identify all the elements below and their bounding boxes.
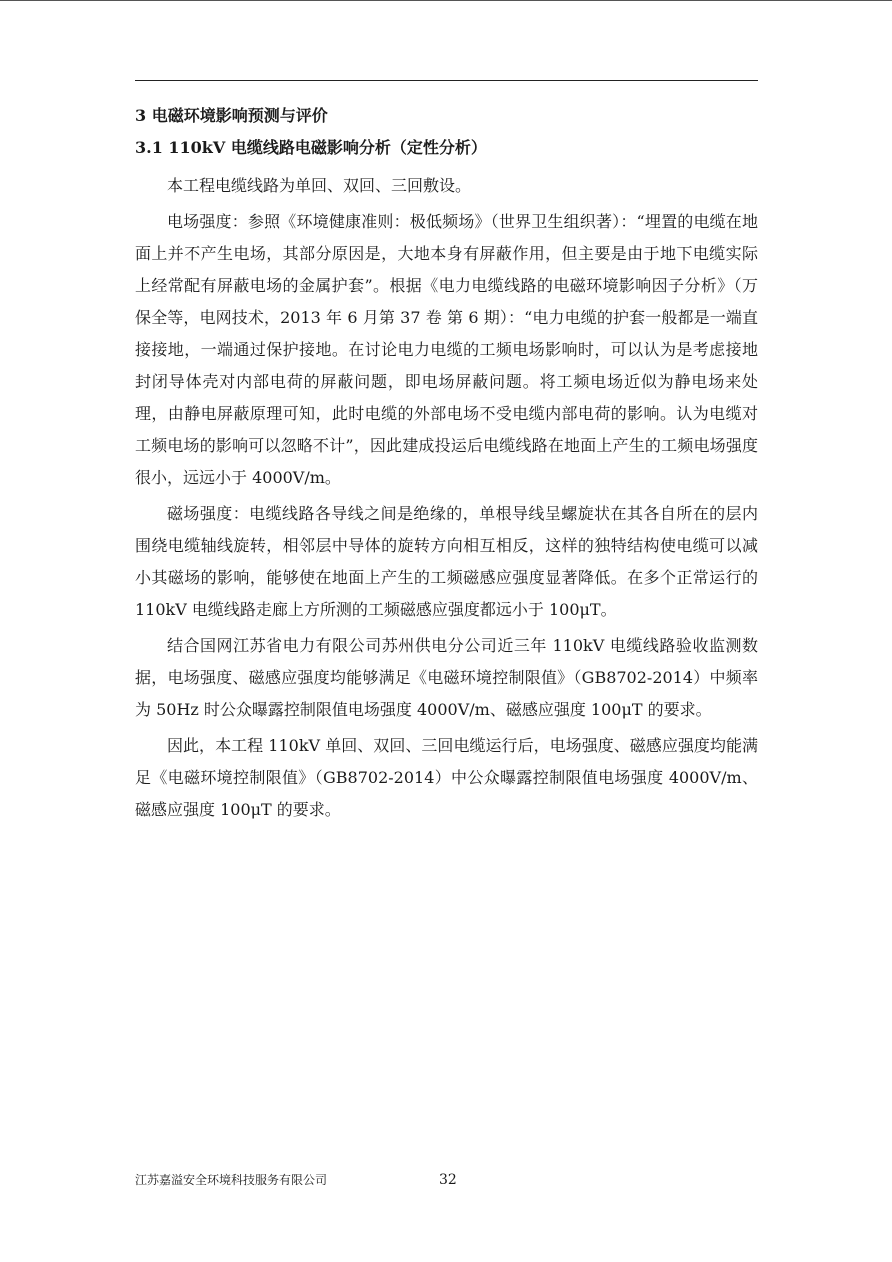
section-heading: 3 电磁环境影响预测与评价 xyxy=(135,106,328,125)
page-top-border xyxy=(0,0,892,1)
page-number: 32 xyxy=(439,1172,457,1188)
subsection-heading: 3.1 110kV 电缆线路电磁影响分析（定性分析） xyxy=(135,138,487,157)
paragraph-monitoring-data: 结合国网江苏省电力有限公司苏州供电分公司近三年 110kV 电缆线路验收监测数据，电场强度、磁感应强度均能够满足《电磁环境控制限值》（GB8702-2014）中频率为 50Hz 时公众曝露控制限值电场强度 4000V/m、磁感应强度 100μT 的要求。 xyxy=(135,636,758,719)
header-rule xyxy=(135,80,758,81)
paragraph-intro: 本工程电缆线路为单回、双回、三回敷设。 xyxy=(167,176,472,195)
document-body xyxy=(135,104,758,830)
paragraph-conclusion: 因此，本工程 110kV 单回、双回、三回电缆运行后，电场强度、磁感应强度均能满足《电磁环境控制限值》（GB8702-2014）中公众曝露控制限值电场强度 4000V/m、磁感应强度 100μT 的要求。 xyxy=(135,736,758,819)
footer-company-name: 江苏嘉溢安全环境科技服务有限公司 xyxy=(135,1173,328,1187)
page-footer xyxy=(135,1170,758,1190)
paragraph-electric-field: 电场强度：参照《环境健康准则：极低频场》（世界卫生组织著）：“埋置的电缆在地面上并不产生电场，其部分原因是，大地本身有屏蔽作用，但主要是由于地下电缆实际上经常配有屏蔽电场的金属护套”。根据《电力电缆线路的电磁环境影响因子分析》（万保全等，电网技术，2013 年 6 月第 37 卷 第 6 期）：“电力电缆的护套一般都是一端直接接地，一端通过保护接地。在讨论电力电缆的工频电场影响时，可以认为是考虑接地封闭导体壳对内部电荷的屏蔽问题，即电场屏蔽问题。将工频电场近似为静电场来处理，由静电屏蔽原理可知，此时电缆的外部电场不受电缆内部电荷的影响。认为电缆对工频电场的影响可以忽略不计”，因此建成投运后电缆线路在地面上产生的工频电场强度很小，远远小于 4000V/m。 xyxy=(135,212,758,487)
paragraph-magnetic-field: 磁场强度：电缆线路各导线之间是绝缘的，单根导线呈螺旋状在其各自所在的层内围绕电缆轴线旋转，相邻层中导体的旋转方向相互相反，这样的独特结构使电缆可以减小其磁场的影响，能够使在地面上产生的工频磁感应强度显著降低。在多个正常运行的 110kV 电缆线路走廊上方所测的工频磁感应强度都远小于 100μT。 xyxy=(135,504,758,619)
